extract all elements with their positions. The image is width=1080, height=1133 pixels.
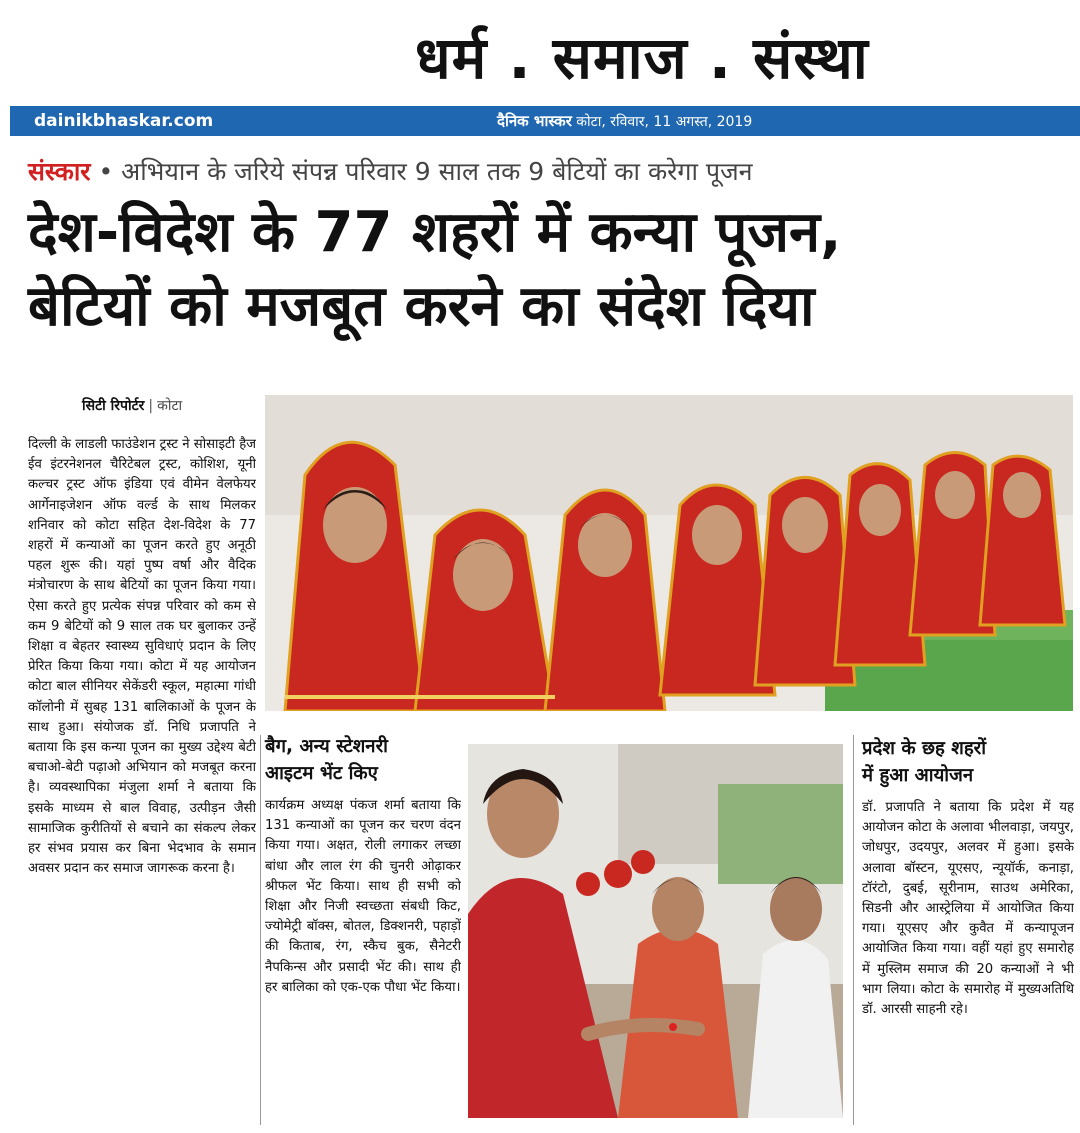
byline-city: कोटा xyxy=(157,398,183,414)
byline-reporter: सिटी रिपोर्टर xyxy=(82,398,145,414)
paper-name: दैनिक भास्कर xyxy=(497,112,572,130)
kicker-text: • अभियान के जरिये संपन्न परिवार 9 साल तक 9 बेटियों का करेगा पूजन xyxy=(98,157,753,186)
headline-line-1: देश-विदेश के 77 शहरों में कन्या पूजन, xyxy=(28,200,842,265)
site-url[interactable]: dainikbhaskar.com xyxy=(34,111,214,131)
main-photo xyxy=(265,395,1073,711)
subhead-state-cities xyxy=(862,735,1074,789)
section-title: धर्म . समाज . संस्था xyxy=(415,24,869,92)
byline xyxy=(82,394,182,418)
article-body: दिल्ली के लाडली फाउंडेशन ट्रस्ट ने सोसाइटी हैज ईव इंटरनेशनल चैरिटेबल ट्रस्ट, कोशिश, यूनी कल्चर ट्रस्ट ऑफ इंडिया एवं वीमेन वेलफेयर आर्गेनाइजेशन ऑफ वर्ल्ड के साथ मिलकर शनिवार को कोटा सहित देश-विदेश के 77 शहरों में कन्याओं का पूजन करते हुए अनूठी पहल शुरू की। यहां पुष्प वर्षा और वैदिक मंत्रोचारण के साथ बेटियों का पूजन किया गया। ऐसा करते हुए प्रत्येक संपन्न परिवार को कम से कम 9 बेटियों को 9 साल तक घर बुलाकर उन्हें शिक्षा व बेहतर स्वास्थ्य सुविधाएं प्रदान के लिए प्रेरित किया किया गया। कोटा में यह आयोजन कोटा बाल सीनियर सेकेंडरी स्कूल, महात्मा गांधी कॉलोनी में सुबह 131 बालिकाओं के पूजन के साथ हुआ। संयोजक डॉ. निधि प्रजापति ने बताया कि इस कन्या पूजन का मुख्य उद्देश्य बेटी बचाओ-बेटी पढ़ाओ अभियान को मजबूत करना है। व्यवस्थापिका मंजुला शर्मा ने बताया कि इसके माध्यम से बाल विवाह, उत्पीड़न जैसी सामाजिक कुरीतियों से बचाने का संकल्प लेकर हर संभव प्रयास कर बिना भेदभाव के समान अवसर प्रदान कर समाज जागरूक करना है। xyxy=(28,437,256,877)
secondary-photo xyxy=(468,744,843,1118)
gifts-body: कार्यक्रम अध्यक्ष पंकज शर्मा बताया कि 131 कन्याओं का पूजन कर चरण वंदन किया गया। अक्षत, रोली लगाकर लच्छा बांधा और लाल रंग की चुनरी ओढ़ाकर श्रीफल भेंट किया। साथ ही सभी को शिक्षा और निजी स्वच्छता संबधी किट, ज्योमेट्री बॉक्स, बोतल, डिक्शनरी, पहाड़ों की किताब, रंग, स्कैच बुक, सैनेटरी नैपकिन्स और प्रसादी भेंट की। साथ ही हर बालिका को एक-एक पौधा भेंट किया। xyxy=(265,798,461,995)
subhead-gifts-line-2: आइटम भेंट किए xyxy=(265,763,378,784)
column-divider xyxy=(853,735,854,1125)
subhead-state-line-2: में हुआ आयोजन xyxy=(862,765,974,786)
subhead-state-line-1: प्रदेश के छह शहरों xyxy=(862,738,987,759)
issue-date: कोटा, रविवार, 11 अगस्त, 2019 xyxy=(576,114,753,130)
byline-separator: | xyxy=(148,398,154,414)
headline xyxy=(28,196,1073,344)
column-divider xyxy=(260,735,261,1125)
kicker xyxy=(28,150,1073,194)
subhead-gifts xyxy=(265,733,461,787)
dateline xyxy=(497,106,752,136)
kicker-tag: संस्कार xyxy=(28,157,91,186)
headline-line-2: बेटियों को मजबूत करने का संदेश दिया xyxy=(28,274,815,339)
state-cities-body: डॉ. प्रजापति ने बताया कि प्रदेश में यह आयोजन कोटा के अलावा भीलवाड़ा, जयपुर, जोधपुर, उदयपुर, अलवर में हुआ। इसके अलावा बॉस्टन, यूएसए, न्यूयॉर्क, कनाड़ा, टॉरंटो, दुबई, सूरीनाम, साउथ अमेरिका, सिडनी और आस्ट्रेलिया में आयोजित किया गया। यूएसए और कुवैत में कन्यापूजन आयोजित किया गया। वहीं यहां हुए समारोह में मुस्लिम समाज की 20 कन्याओं ने भी भाग लिया। कोटा के समारोह में मुख्यअतिथि डॉ. आरसी साहनी रहे। xyxy=(862,800,1074,1018)
masthead-bar xyxy=(10,106,1080,136)
subhead-gifts-line-1: बैग, अन्य स्टेशनरी xyxy=(265,736,388,757)
